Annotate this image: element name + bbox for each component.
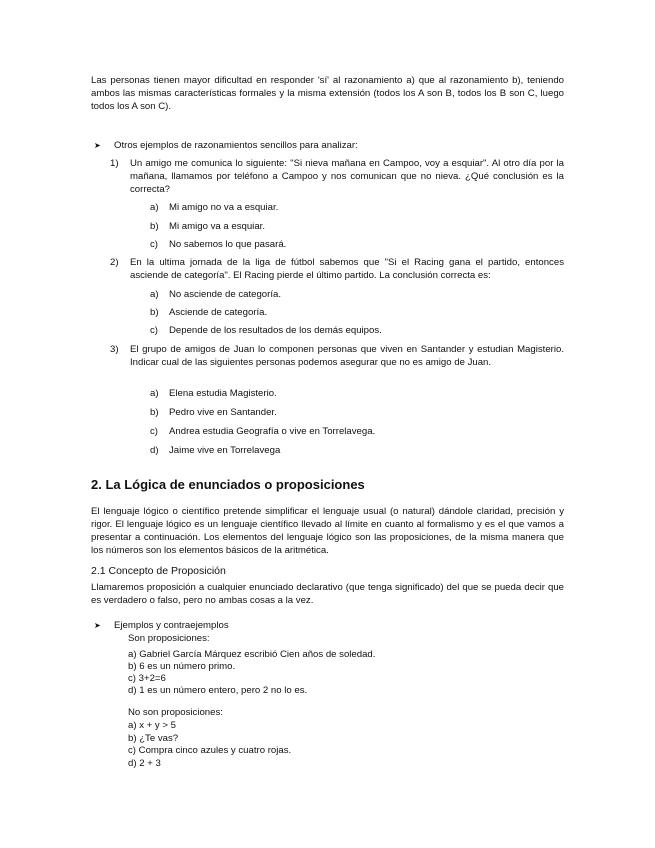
option-letter: b): [150, 307, 159, 318]
question-number: 1): [110, 158, 119, 169]
option-text: Jaime vive en Torrelavega: [169, 445, 281, 456]
option-letter: a): [150, 202, 159, 213]
question-2-option-c: [150, 324, 382, 337]
option-text: No sabemos lo que pasará.: [169, 239, 287, 250]
question-2-option-b: [150, 306, 267, 319]
section-2-paragraph: El lenguaje lógico o científico pretende simplificar el lenguaje usual (o natural) dándole claridad, precisión y rigor. El lenguaje lógico es un lenguaje científico llevado al límite en cuanto al formalismo y es el que vamos a presentar a continuación. Los elementos del lenguaje lógico son las proposiciones, de la misma manera que los números son los elementos básicos de la aritmética.: [91, 506, 564, 556]
question-2-option-a: [150, 288, 281, 301]
not-propositions-label: No son proposiciones:: [128, 707, 223, 718]
non-proposition-example: a) x + y > 5: [128, 720, 176, 731]
option-letter: c): [150, 239, 158, 250]
option-text: Mi amigo no va a esquiar.: [169, 202, 279, 213]
option-text: Elena estudia Magisterio.: [169, 388, 277, 399]
question-1-option-c: [150, 238, 286, 251]
question-number: 3): [110, 344, 119, 355]
question-number: 2): [110, 257, 119, 268]
proposition-example: a) Gabriel García Márquez escribió Cien años de soledad.: [128, 649, 376, 660]
option-text: Depende de los resultados de los demás equipos.: [169, 325, 382, 336]
option-text: Pedro vive en Santander.: [169, 407, 277, 418]
arrow-bullet-icon: ➤: [94, 141, 101, 150]
question-1: [110, 157, 564, 196]
section-2-1-heading: 2.1 Concepto de Proposición: [91, 565, 226, 577]
option-text: Andrea estudia Geografía o vive en Torrelavega.: [169, 426, 376, 437]
proposition-example: b) 6 es un número primo.: [128, 661, 236, 672]
question-1-option-b: [150, 220, 265, 233]
proposition-example: d) 1 es un número entero, pero 2 no lo es.: [128, 685, 308, 696]
non-proposition-example: b) ¿Te vas?: [128, 733, 179, 744]
non-proposition-example: d) 2 + 3: [128, 758, 161, 769]
non-proposition-example: c) Compra cinco azules y cuatro rojas.: [128, 745, 292, 756]
question-3-option-a: [150, 387, 277, 400]
other-examples-label: Otros ejemplos de razonamientos sencillos para analizar:: [114, 140, 358, 151]
option-text: Mi amigo va a esquiar.: [169, 221, 265, 232]
option-text: No asciende de categoría.: [169, 289, 282, 300]
are-propositions-label: Son proposiciones:: [128, 633, 210, 644]
option-letter: b): [150, 221, 159, 232]
question-text: En la ultima jornada de la liga de fútbol sabemos que "Si el Racing gana el partido, entonces asciende de categoría". El Racing pierde el último partido. La conclusión correcta es:: [130, 257, 564, 281]
section-2-heading: 2. La Lógica de enunciados o proposiciones: [91, 477, 365, 492]
option-letter: b): [150, 407, 159, 418]
option-letter: c): [150, 325, 158, 336]
option-letter: d): [150, 445, 159, 456]
option-text: Asciende de categoría.: [169, 307, 268, 318]
question-2: [110, 256, 564, 282]
question-3: [110, 343, 564, 369]
question-1-option-a: [150, 201, 278, 214]
option-letter: a): [150, 388, 159, 399]
question-3-option-d: [150, 444, 280, 457]
option-letter: c): [150, 426, 158, 437]
examples-label: Ejemplos y contraejemplos: [114, 620, 229, 631]
other-examples-bullet: [94, 139, 358, 152]
arrow-bullet-icon: ➤: [94, 621, 101, 630]
proposition-example: c) 3+2=6: [128, 673, 166, 684]
intro-paragraph: Las personas tienen mayor dificultad en responder 'sí' al razonamiento a) que al razonamiento b), teniendo ambos las mismas características formales y la misma extensión (todos los A son B, todos los B son C, luego todos los A son C).: [91, 75, 564, 112]
question-text: Un amigo me comunica lo siguiente: "Si nieva mañana en Campoo, voy a esquiar". Al otro día por la mañana, llamamos por teléfono a Campoo y nos comunican que no nieva. ¿Qué conclusión es la correcta?: [130, 158, 564, 195]
question-text: El grupo de amigos de Juan lo componen personas que viven en Santander y estudian Magisterio. Indicar cual de las siguientes personas podemos asegurar que no es amigo de Juan.: [130, 344, 564, 368]
question-3-option-b: [150, 406, 277, 419]
question-3-option-c: [150, 425, 375, 438]
examples-bullet: [94, 619, 229, 632]
option-letter: a): [150, 289, 159, 300]
proposition-definition: Llamaremos proposición a cualquier enunciado declarativo (que tenga significado) del que se pueda decir que es verdadero o falso, pero no ambas cosas a la vez.: [91, 582, 564, 606]
